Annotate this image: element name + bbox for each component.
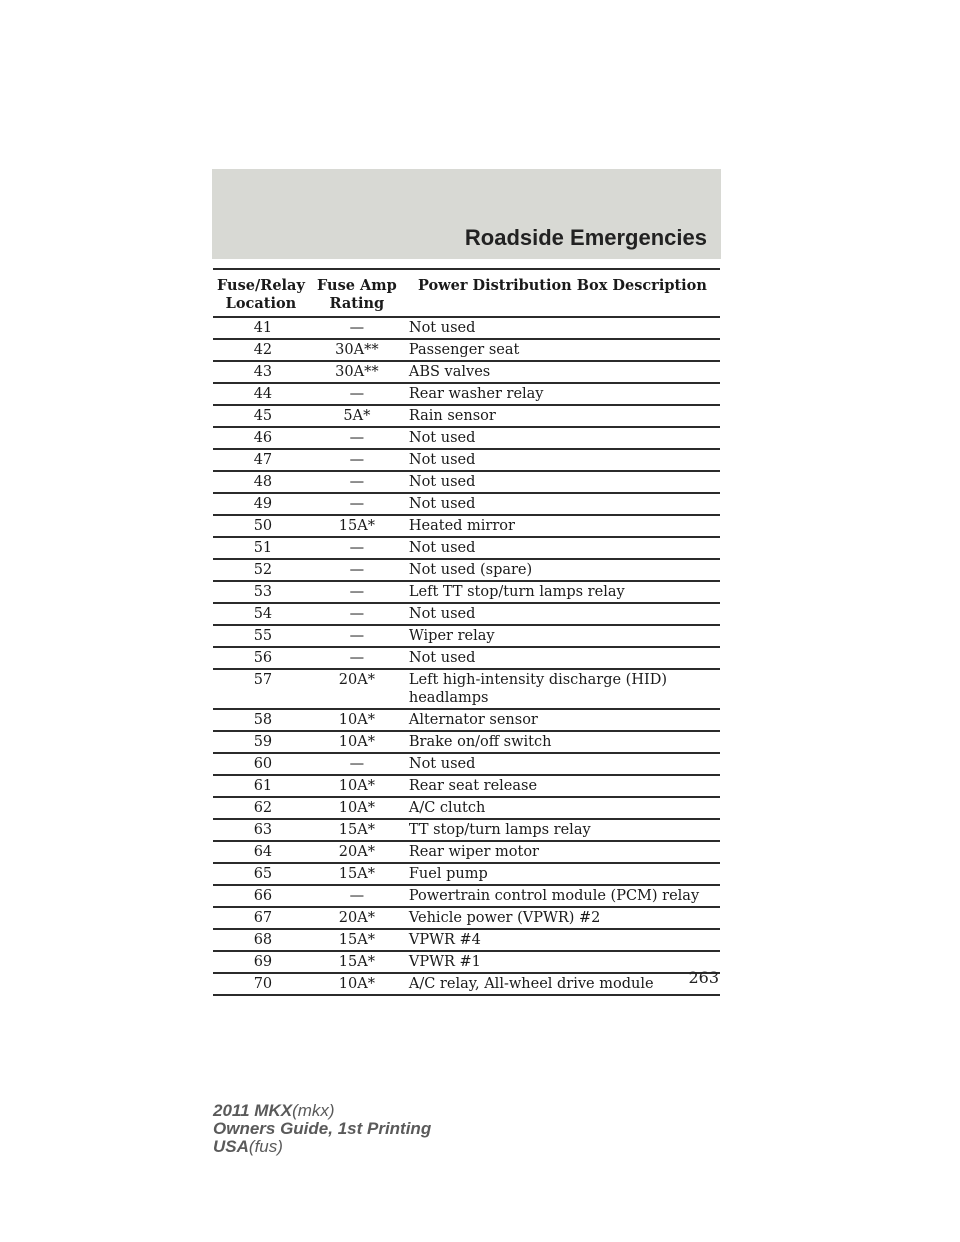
- table-row: [213, 559, 720, 581]
- table-row: [213, 471, 720, 493]
- table-row: [213, 361, 720, 383]
- table-row: [213, 885, 720, 907]
- fuse-amp-rating: —: [309, 581, 405, 603]
- header-description: Power Distribution Box Description: [405, 269, 720, 317]
- fuse-amp-rating: 20A*: [309, 669, 405, 709]
- fuse-description: Passenger seat: [405, 339, 720, 361]
- table-row: [213, 493, 720, 515]
- table-row: [213, 731, 720, 753]
- fuse-description: Alternator sensor: [405, 709, 720, 731]
- fuse-amp-rating: —: [309, 537, 405, 559]
- fuse-location: 66: [213, 885, 309, 907]
- fuse-amp-rating: 15A*: [309, 515, 405, 537]
- fuse-location: 44: [213, 383, 309, 405]
- fuse-amp-rating: 30A**: [309, 361, 405, 383]
- fuse-amp-rating: 5A*: [309, 405, 405, 427]
- table-body: [213, 317, 720, 995]
- fuse-location: 56: [213, 647, 309, 669]
- table-header-row: [213, 269, 720, 317]
- fuse-description: Not used (spare): [405, 559, 720, 581]
- fuse-description: Not used: [405, 471, 720, 493]
- fuse-location: 67: [213, 907, 309, 929]
- fuse-amp-rating: —: [309, 753, 405, 775]
- fuse-description: VPWR #1: [405, 951, 720, 973]
- fuse-location: 68: [213, 929, 309, 951]
- fuse-amp-rating: —: [309, 493, 405, 515]
- fuse-location: 51: [213, 537, 309, 559]
- fuse-description: Not used: [405, 493, 720, 515]
- table-row: [213, 427, 720, 449]
- section-title: Roadside Emergencies: [464, 225, 707, 250]
- fuse-table: [213, 268, 720, 996]
- fuse-location: 57: [213, 669, 309, 709]
- fuse-description: TT stop/turn lamps relay: [405, 819, 720, 841]
- fuse-amp-rating: 15A*: [309, 863, 405, 885]
- fuse-amp-rating: —: [309, 471, 405, 493]
- fuse-location: 52: [213, 559, 309, 581]
- fuse-location: 47: [213, 449, 309, 471]
- fuse-description: Not used: [405, 753, 720, 775]
- fuse-description: Not used: [405, 449, 720, 471]
- fuse-location: 63: [213, 819, 309, 841]
- table-row: [213, 863, 720, 885]
- fuse-amp-rating: 10A*: [309, 775, 405, 797]
- table-row: [213, 929, 720, 951]
- fuse-amp-rating: —: [309, 625, 405, 647]
- fuse-location: 62: [213, 797, 309, 819]
- fuse-location: 65: [213, 863, 309, 885]
- table-row: [213, 581, 720, 603]
- fuse-description: Fuel pump: [405, 863, 720, 885]
- fuse-description: Rear wiper motor: [405, 841, 720, 863]
- fuse-amp-rating: 20A*: [309, 841, 405, 863]
- fuse-location: 60: [213, 753, 309, 775]
- fuse-location: 70: [213, 973, 309, 995]
- fuse-location: 50: [213, 515, 309, 537]
- fuse-location: 46: [213, 427, 309, 449]
- table-row: [213, 603, 720, 625]
- table-row: [213, 449, 720, 471]
- table-row: [213, 625, 720, 647]
- fuse-amp-rating: —: [309, 885, 405, 907]
- fuse-location: 53: [213, 581, 309, 603]
- fuse-description: Rear washer relay: [405, 383, 720, 405]
- table-row: [213, 383, 720, 405]
- fuse-description: A/C relay, All-wheel drive module: [405, 973, 720, 995]
- table-row: [213, 973, 720, 995]
- fuse-location: 54: [213, 603, 309, 625]
- table-row: [213, 537, 720, 559]
- table-row: [213, 405, 720, 427]
- table-row: [213, 951, 720, 973]
- table-row: [213, 339, 720, 361]
- fuse-amp-rating: 10A*: [309, 709, 405, 731]
- fuse-description: Not used: [405, 647, 720, 669]
- fuse-location: 48: [213, 471, 309, 493]
- table-row: [213, 515, 720, 537]
- fuse-location: 42: [213, 339, 309, 361]
- fuse-amp-rating: —: [309, 603, 405, 625]
- fuse-location: 41: [213, 317, 309, 339]
- fuse-location: 64: [213, 841, 309, 863]
- fuse-location: 58: [213, 709, 309, 731]
- table-row: [213, 709, 720, 731]
- fuse-description: Heated mirror: [405, 515, 720, 537]
- table-row: [213, 753, 720, 775]
- fuse-amp-rating: —: [309, 647, 405, 669]
- fuse-location: 43: [213, 361, 309, 383]
- fuse-description: Not used: [405, 603, 720, 625]
- fuse-description: Not used: [405, 537, 720, 559]
- fuse-amp-rating: 15A*: [309, 951, 405, 973]
- fuse-description: ABS valves: [405, 361, 720, 383]
- fuse-location: 55: [213, 625, 309, 647]
- table-row: [213, 841, 720, 863]
- fuse-description: Vehicle power (VPWR) #2: [405, 907, 720, 929]
- table-row: [213, 647, 720, 669]
- fuse-description: Left TT stop/turn lamps relay: [405, 581, 720, 603]
- fuse-amp-rating: 30A**: [309, 339, 405, 361]
- fuse-amp-rating: —: [309, 383, 405, 405]
- fuse-amp-rating: 20A*: [309, 907, 405, 929]
- fuse-location: 45: [213, 405, 309, 427]
- fuse-description: Powertrain control module (PCM) relay: [405, 885, 720, 907]
- table-row: [213, 775, 720, 797]
- page-number: 263: [688, 968, 719, 987]
- table-row: [213, 797, 720, 819]
- fuse-description: Rain sensor: [405, 405, 720, 427]
- fuse-description: Left high-intensity discharge (HID) headlamps: [405, 669, 720, 709]
- fuse-description: Not used: [405, 317, 720, 339]
- fuse-amp-rating: —: [309, 427, 405, 449]
- table-row: [213, 669, 720, 709]
- fuse-description: VPWR #4: [405, 929, 720, 951]
- fuse-location: 69: [213, 951, 309, 973]
- fuse-amp-rating: 15A*: [309, 819, 405, 841]
- fuse-amp-rating: —: [309, 317, 405, 339]
- fuse-description: Rear seat release: [405, 775, 720, 797]
- table-row: [213, 907, 720, 929]
- table-row: [213, 317, 720, 339]
- header-amp-rating: Fuse Amp Rating: [309, 269, 405, 317]
- fuse-amp-rating: —: [309, 559, 405, 581]
- fuse-description: Brake on/off switch: [405, 731, 720, 753]
- fuse-amp-rating: —: [309, 449, 405, 471]
- section-header: [212, 169, 721, 259]
- fuse-description: Wiper relay: [405, 625, 720, 647]
- print-footer: 2011 MKX(mkx) Owners Guide, 1st Printing USA(fus): [213, 1101, 432, 1156]
- fuse-amp-rating: 10A*: [309, 973, 405, 995]
- fuse-amp-rating: 15A*: [309, 929, 405, 951]
- table-row: [213, 819, 720, 841]
- fuse-amp-rating: 10A*: [309, 731, 405, 753]
- fuse-description: A/C clutch: [405, 797, 720, 819]
- fuse-location: 61: [213, 775, 309, 797]
- fuse-description: Not used: [405, 427, 720, 449]
- fuse-amp-rating: 10A*: [309, 797, 405, 819]
- fuse-location: 59: [213, 731, 309, 753]
- fuse-location: 49: [213, 493, 309, 515]
- header-location: Fuse/Relay Location: [213, 269, 309, 317]
